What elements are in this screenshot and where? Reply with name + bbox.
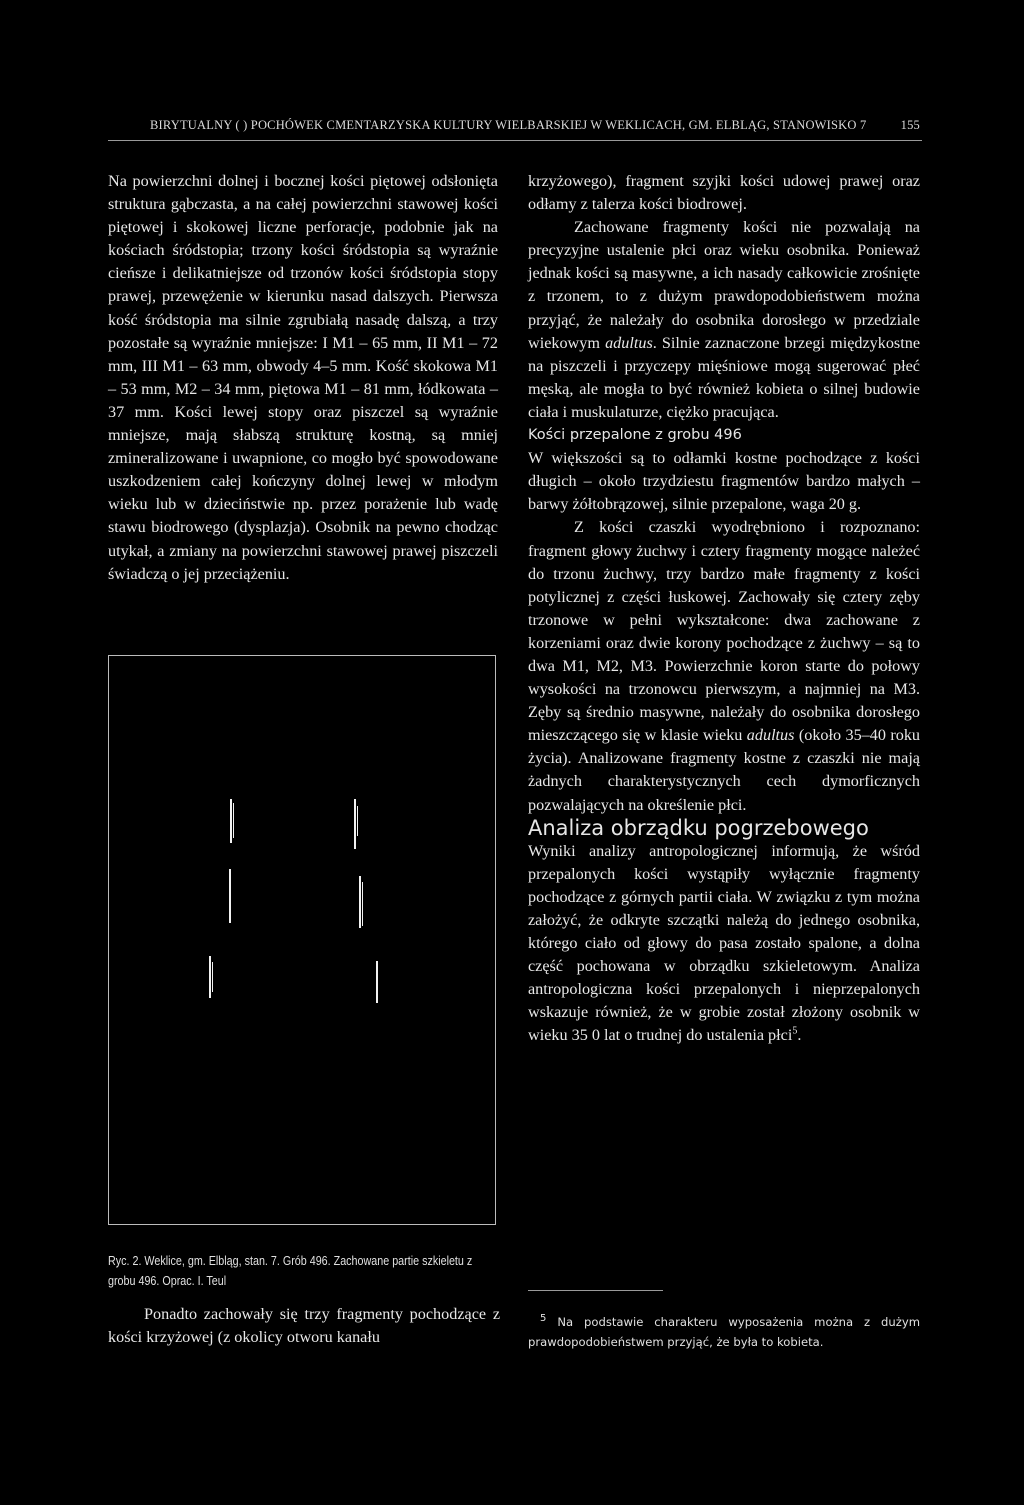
header-rule (108, 140, 922, 141)
bone-fragment (229, 869, 231, 923)
skeleton-figure (108, 655, 496, 1225)
footnote-number: 5 (540, 1313, 547, 1325)
section-title: Analiza obrządku pogrzebowego (528, 815, 869, 840)
right-paragraph-4: Z kości czaszki wyodrębniono i rozpoznano: fragment głowy żuchwy i cztery fragmenty mogące należeć do trzonu żuchwy, trzy bardzo małe fragmenty z kości potylicznej z części łuskowej. Zachowały się cztery zęby trzonowe w pełni wykształcone: dwa zachowane z korzeniami oraz dwie korony pochodzące z żuchwy – są to dwa M1, M2, M3. Powierzchnie koron starte do połowy wysokości na trzonowcu pierwszym, a najmniej na M3. Zęby są średnio masywne, należały do osobnika dorosłego mieszczącego się w klasie wieku adultus (około 35–40 roku życia). Analizowane fragmenty kostne z czaszki nie mają żadnych charakterystycznych cech dymorficznych pozwalających na określenie płci. (528, 518, 921, 814)
bone-fragment (212, 962, 213, 992)
footnote-text: Na podstawie charakteru wyposażenia można z dużym prawdopodobieństwem przyjąć, że była to kobieta. (528, 1315, 920, 1349)
footnote-rule (528, 1290, 663, 1291)
bone-fragment (376, 961, 378, 1003)
left-column (108, 170, 498, 586)
bone-fragment (209, 956, 211, 998)
subsection-title: Kości przepalone z grobu 496 (528, 427, 742, 444)
right-paragraph-5: Wyniki analizy antropologicznej informują, że wśród przepalonych kości wystąpiły wyłącznie fragmenty pochodzące z górnych partii ciała. W związku z tym można założyć, że odkryte szczątki należą do jednego osobnika, którego ciało od głowy do pasa zostało spalone, a dolna część pochowana w obrządku szkieletowym. Analiza antropologiczna kości przepalonych i nieprzepalonych wskazuje również, że w grobie został złożony osobnik w wieku 35 0 lat o trudnej do ustalenia płci$^5$. (528, 841, 920, 1045)
running-title: BIRYTUALNY ( ) POCHÓWEK CMENTARZYSKA KULTURY WIELBARSKIEJ W WEKLICACH, GM. ELBLĄG, STANOWISKO 7 (150, 118, 867, 132)
right-paragraph-3: W większości są to odłamki kostne pochodzące z kości długich – około trzydziestu fragmentów bardzo małych – barwy żółtobrązowej, silnie przepalone, waga 20 g. (528, 449, 920, 514)
footnote-ref: 5 (792, 1026, 798, 1038)
right-column (528, 170, 920, 1048)
bone-fragment (233, 803, 234, 838)
bone-fragment (354, 799, 356, 849)
right-paragraph-2: Zachowane fragmenty kości nie pozwalają na precyzyjne ustalenie płci oraz wieku osobnika. Ponieważ jednak kości są masywne, a ich nasady całkowicie zrośnięte z trzonem, to z dużym prawdopodobieństwem można przyjąć, że należały do osobnika dorosłego w przedziale wiekowym adultus. Silnie zaznaczone brzegi międzykostne na piszczeli i przyczepy mięśniowe mogą sugerować płeć męską, ale mogła to być również kobieta o silnej budowie ciała i muskulaturze, ciężko pracująca. (528, 218, 921, 421)
running-header (150, 118, 920, 133)
bone-fragment (362, 882, 363, 926)
bone-fragment (359, 876, 361, 928)
bone-fragment (230, 799, 232, 843)
footnote (528, 1312, 920, 1352)
bone-fragment (357, 806, 358, 836)
right-paragraph-1: krzyżowego), fragment szyjki kości udowej prawej oraz odłamy z talerza kości biodrowej. (528, 172, 920, 214)
page-number: 155 (900, 118, 920, 132)
figure-caption: Ryc. 2. Weklice, gm. Elbląg, stan. 7. Grób 496. Zachowane partie szkieletu z grobu 496. Oprac. I. Teul (108, 1253, 473, 1288)
left-bottom-paragraph: Ponadto zachowały się trzy fragmenty pochodzące z kości krzyżowej (z okolicy otworu kanału (108, 1305, 500, 1347)
left-paragraph-1: Na powierzchni dolnej i bocznej kości piętowej odsłonięta struktura gąbczasta, a na całej powierzchni stawowej kości piętowej i skokowej liczne perforacje, podobnie jak na kościach śródstopia; trzony kości śródstopia są wyraźnie cieńsze i delikatniejsze od trzonów kości śródstopia stopy prawej, przewężenie w kierunku nasad dalszych. Pierwsza kość śródstopia ma silnie zgrubiałą nasadę dalszą, a trzy pozostałe są wyraźnie mniejsze: I M1 – 65 mm, II M1 – 72 mm, III M1 – 63 mm, obwody 4–5 mm. Kość skokowa M1 – 53 mm, M2 – 34 mm, piętowa M1 – 81 mm, łódkowata – 37 mm. Kości lewej stopy oraz piszczel są wyraźnie mniejsze, mają słabszą strukturę kostną, są mniej zmineralizowane i uwapnione, co mogło być spowodowane uszkodzeniem całej kończyny dolnej lewej w młodym wieku lub w dzieciństwie np. przez porażenie lub wadę stawu biodrowego (dysplazja). Osobnik na pewno chodząc utykał, a zmiany na powierzchni stawowej prawej piszczeli świadczą o jej przeciążeniu. (108, 172, 498, 583)
